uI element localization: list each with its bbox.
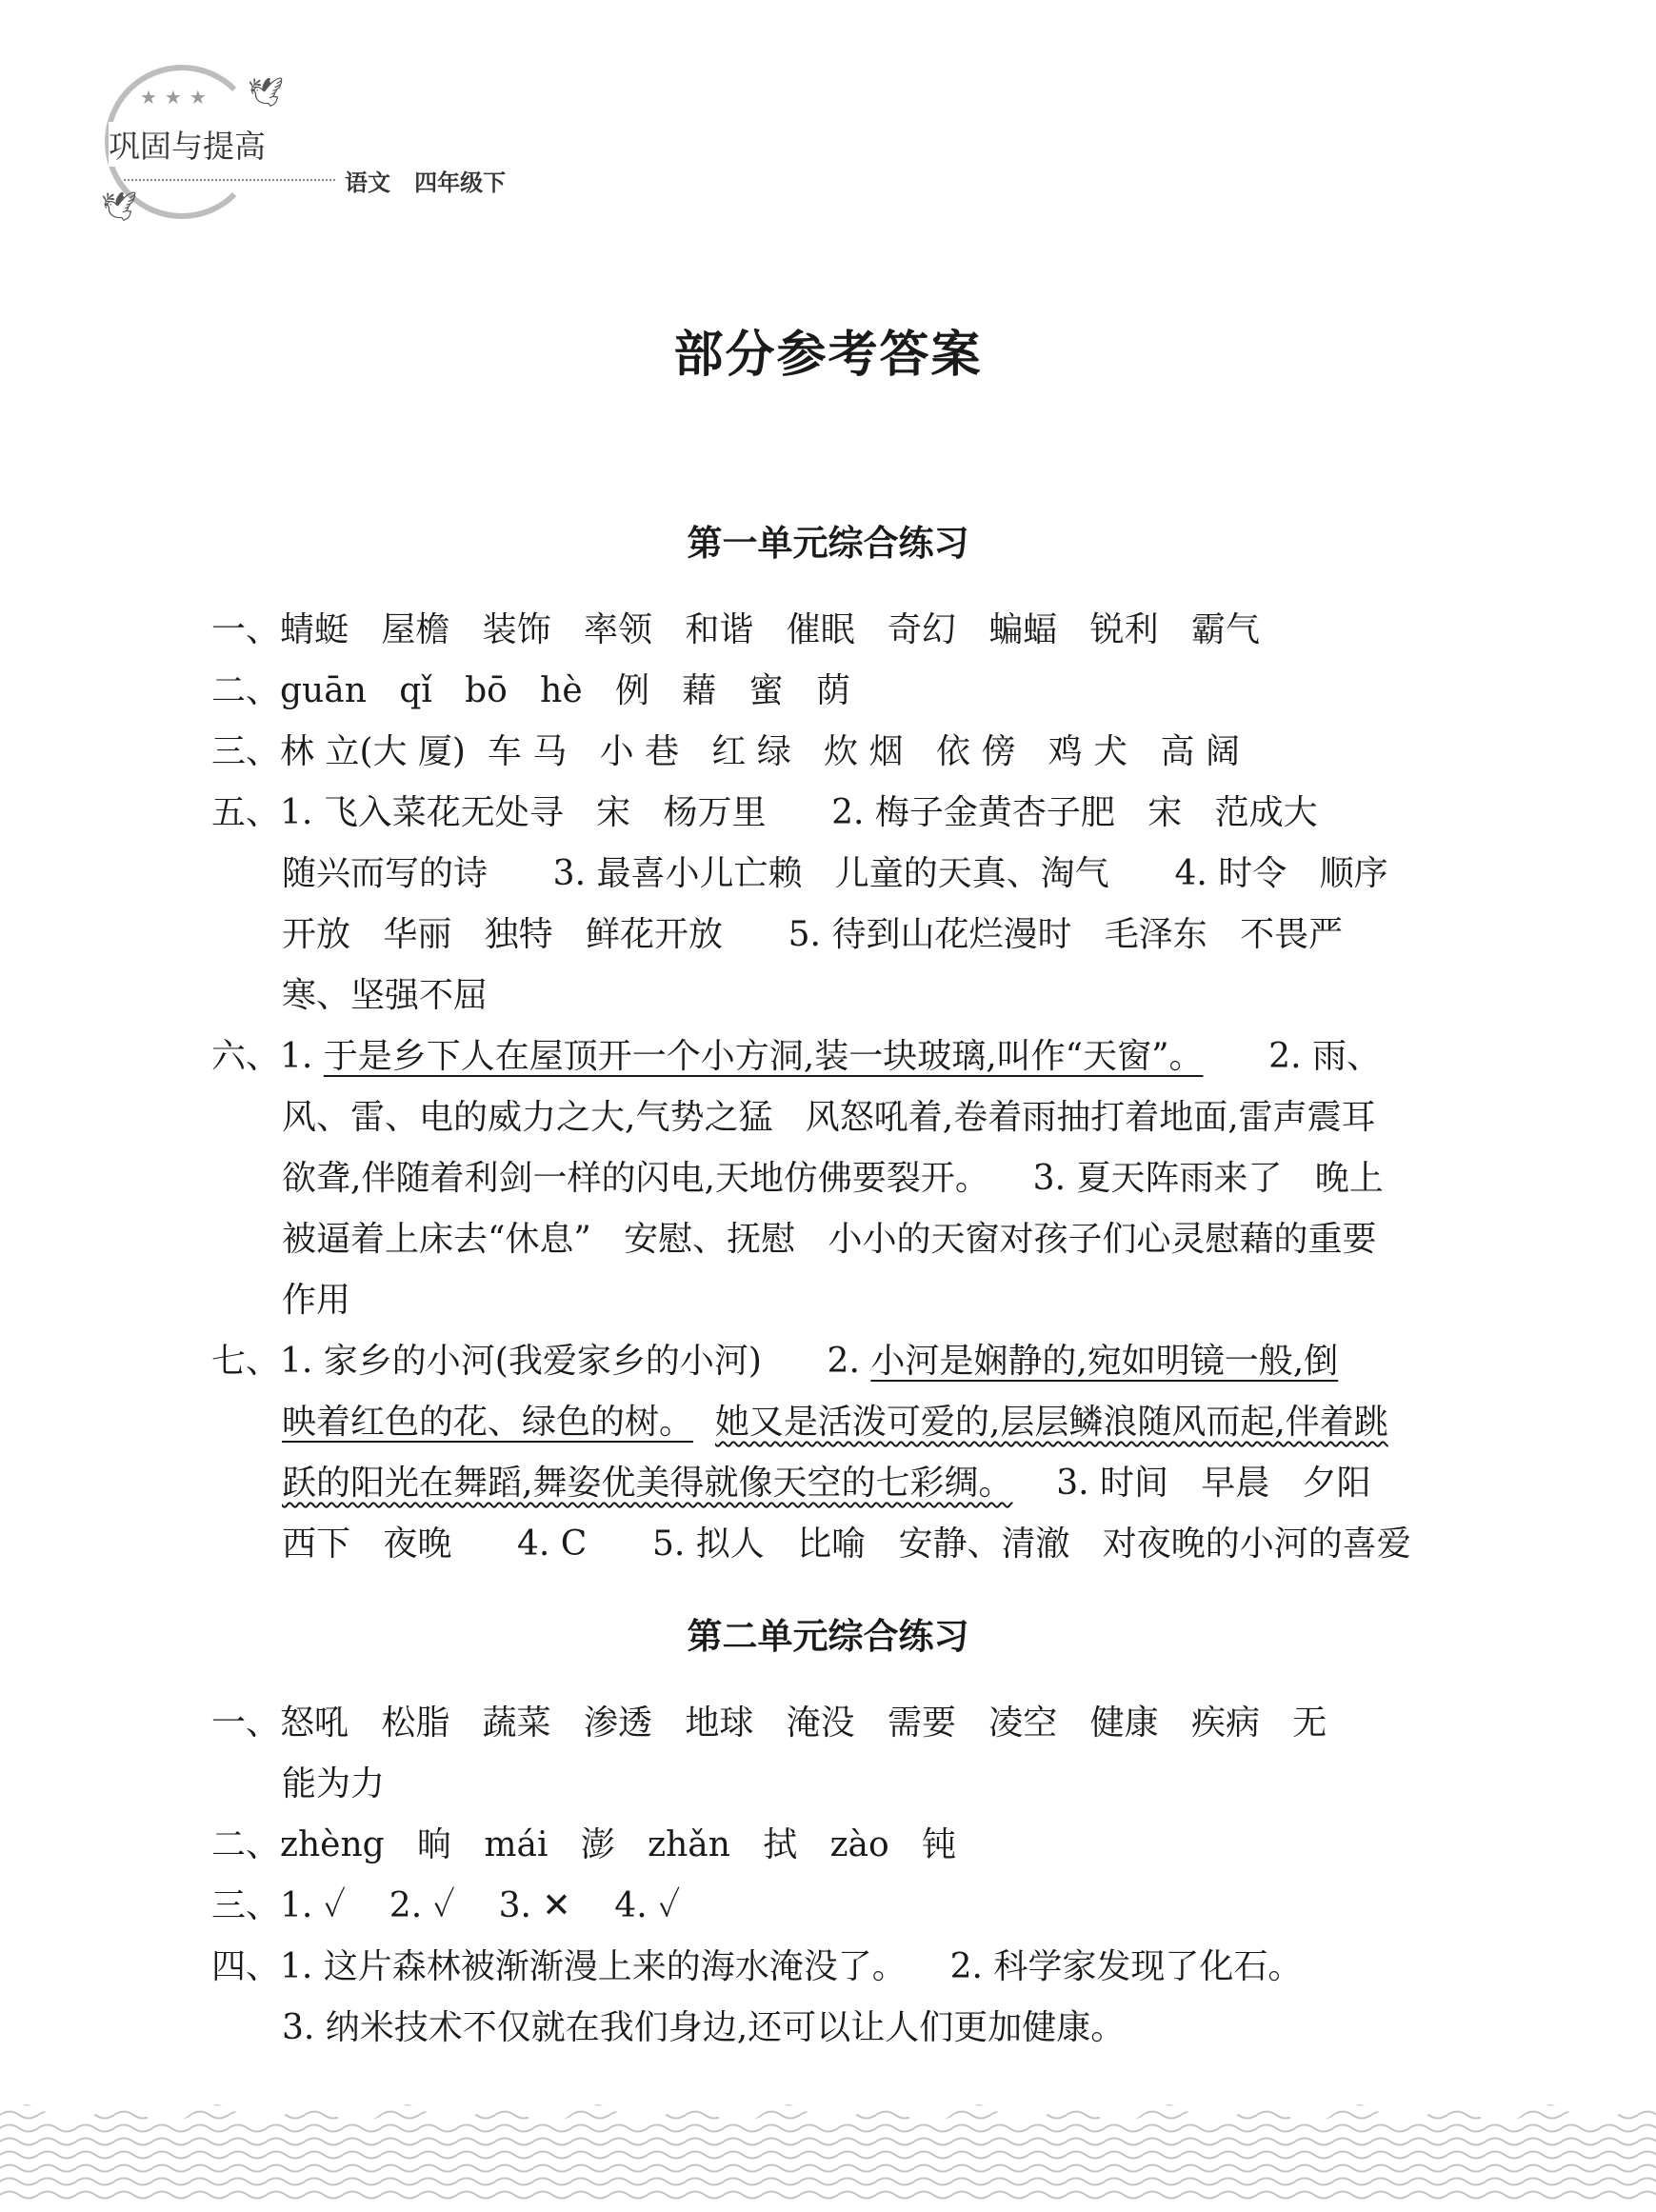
answer-text: 七、1. 家乡的小河(我爱家乡的小河) 2.	[211, 1342, 871, 1381]
answer-item	[211, 661, 1459, 722]
answer-text: 四、1. 这片森林被渐渐漫上来的海水淹没了。 2. 科学家发现了化石。	[211, 1947, 1303, 1986]
section-1-answers	[211, 600, 1459, 1575]
answer-line	[211, 1998, 1459, 2059]
bird-icon: 🕊	[101, 190, 138, 224]
answer-item	[211, 783, 1459, 1026]
answer-line	[211, 1514, 1459, 1575]
wave-footer-decoration	[0, 2095, 1656, 2200]
answer-text: 五、1. 飞入菜花无处寻 宋 杨万里 2. 梅子金黄杏子肥 宋 范成大	[211, 793, 1318, 832]
answer-text: 寒、坚强不屈	[282, 976, 489, 1015]
answer-item	[211, 600, 1459, 661]
answer-text: 三、林 立(大 厦) 车 马 小 巷 红 绿 炊 烟 依 傍 鸡 犬 高 阔	[211, 732, 1240, 771]
page-title: 部分参考答案	[673, 326, 983, 384]
answer-text: 欲聋,伴随着利剑一样的闪电,天地仿佛要裂开。 3. 夏天阵雨来了 晚上	[282, 1159, 1384, 1198]
book-subject: 语文 四年级下	[345, 169, 507, 196]
answer-line	[211, 966, 1459, 1026]
underlined-answer-text: 跃的阳光在舞蹈,舞姿优美得就像天空的七彩绸。	[282, 1464, 1013, 1503]
answer-line	[211, 1270, 1459, 1331]
answer-text: 3. 时间 早晨 夕阳	[1012, 1464, 1371, 1503]
answer-text: 被逼着上床去“休息” 安慰、抚慰 小小的天窗对孩子们心灵慰藉的重要	[282, 1220, 1377, 1259]
answer-line	[211, 1937, 1459, 1998]
answer-text: 随兴而写的诗 3. 最喜小儿亡赖 儿童的天真、淘气 4. 时令 顺序	[282, 854, 1388, 893]
section-title: 第一单元综合练习	[687, 522, 969, 564]
bird-icon: 🕊	[248, 76, 285, 110]
answer-line	[211, 783, 1459, 844]
stars-icon: ★★★	[140, 86, 214, 109]
answer-text: 西下 夜晚 4. C 5. 拟人 比喻 安静、清澈 对夜晚的小河的喜爱	[282, 1524, 1411, 1564]
answer-text: 2. 雨、	[1203, 1037, 1381, 1076]
answer-line	[211, 600, 1459, 661]
section-title: 第二单元综合练习	[687, 1615, 969, 1657]
answer-line	[211, 1876, 1459, 1937]
answer-line	[211, 1815, 1459, 1876]
answer-line	[211, 1331, 1459, 1392]
answer-text: 二、guān qǐ bō hè 例 藉 蜜 荫	[211, 671, 850, 710]
underlined-answer-text: 她又是活泼可爱的,层层鳞浪随风而起,伴着跳	[714, 1403, 1388, 1442]
header-rule	[124, 179, 335, 181]
answer-line	[211, 1087, 1459, 1148]
answer-text: 一、蜻蜓 屋檐 装饰 率领 和谐 催眠 奇幻 蝙蝠 锐利 霸气	[211, 610, 1260, 649]
answer-line	[211, 1754, 1459, 1815]
answer-text: 作用	[282, 1281, 351, 1320]
answer-line	[211, 1148, 1459, 1209]
answer-text	[693, 1403, 715, 1442]
answer-item	[211, 1026, 1459, 1331]
answer-text: 一、怒吼 松脂 蔬菜 渗透 地球 淹没 需要 凌空 健康 疾病 无	[211, 1704, 1327, 1743]
answer-text: 三、1. ✓ 2. ✓ 3. ✕ 4. ✓	[211, 1886, 681, 1925]
answer-line	[211, 1693, 1459, 1754]
answer-text: 六、1.	[211, 1037, 324, 1076]
underlined-answer-text: 小河是娴静的,宛如明镜一般,倒	[870, 1342, 1339, 1381]
answer-text: 二、zhèng 晌 mái 澎 zhǎn 拭 zào 钝	[211, 1825, 957, 1864]
answer-text: 能为力	[282, 1764, 386, 1803]
book-header	[95, 57, 590, 238]
book-brand: 巩固与提高	[109, 122, 269, 167]
answer-text: 风、雷、电的威力之大,气势之猛 风怒吼着,卷着雨抽打着地面,雷声震耳	[282, 1098, 1376, 1137]
underlined-answer-text: 于是乡下人在屋顶开一个小方洞,装一块玻璃,叫作“天窗”。	[323, 1037, 1204, 1076]
answer-item	[211, 1693, 1459, 1815]
underlined-answer-text: 映着红色的花、绿色的树。	[282, 1403, 694, 1442]
answer-line	[211, 722, 1459, 783]
answer-line	[211, 661, 1459, 722]
answer-text: 3. 纳米技术不仅就在我们身边,还可以让人们更加健康。	[282, 2008, 1126, 2047]
answer-line	[211, 1026, 1459, 1087]
answer-line	[211, 905, 1459, 966]
answer-line	[211, 1392, 1459, 1453]
answer-line	[211, 1453, 1459, 1514]
section-2-answers	[211, 1693, 1459, 2059]
answer-text: 开放 华丽 独特 鲜花开放 5. 待到山花烂漫时 毛泽东 不畏严	[282, 915, 1344, 954]
answer-line	[211, 1209, 1459, 1270]
answer-item	[211, 1331, 1459, 1575]
answer-item	[211, 1876, 1459, 1937]
answer-item	[211, 722, 1459, 783]
answer-item	[211, 1937, 1459, 2059]
answer-item	[211, 1815, 1459, 1876]
answer-line	[211, 844, 1459, 905]
